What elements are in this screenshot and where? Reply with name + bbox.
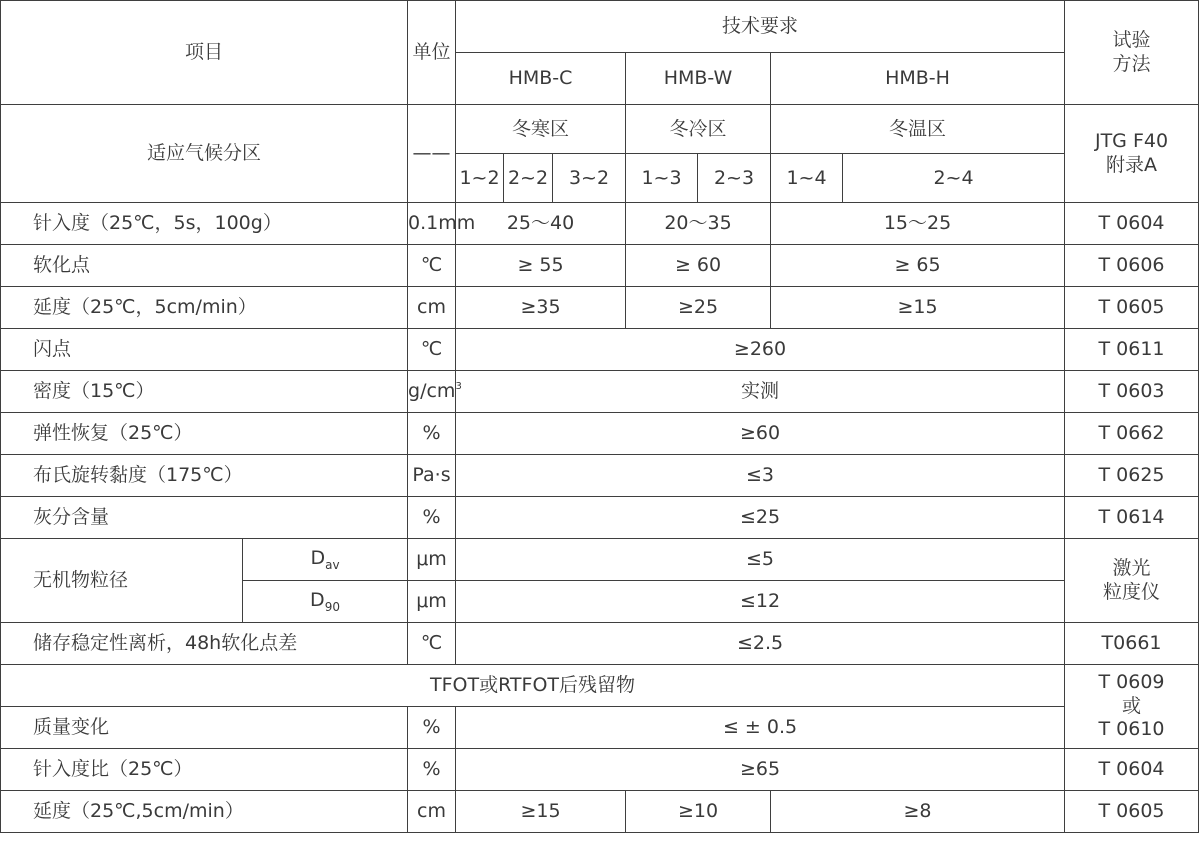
method-cell: T 0611 <box>1065 329 1199 371</box>
d90-base: D <box>310 588 325 611</box>
value-hmb-h: ≥8 <box>771 791 1065 833</box>
header-method-line2: 方法 <box>1112 52 1151 75</box>
unit-cell: μm <box>408 581 456 623</box>
item-name: 布氏旋转黏度（175℃） <box>1 455 408 497</box>
value-hmb-c: ≥15 <box>456 791 626 833</box>
unit-cell: μm <box>408 539 456 581</box>
method-cell: T 0605 <box>1065 791 1199 833</box>
unit-cell: ℃ <box>408 623 456 665</box>
header-item: 项目 <box>1 1 408 105</box>
subzone-cell: 2~2 <box>504 154 553 203</box>
method-cell: T 0606 <box>1065 245 1199 287</box>
value-all: ≥65 <box>456 749 1065 791</box>
unit-cell: cm <box>408 791 456 833</box>
subzone-cell: 3~2 <box>553 154 626 203</box>
method-cell: T 0625 <box>1065 455 1199 497</box>
value-hmb-w: 20～35 <box>626 203 771 245</box>
unit-cell: % <box>408 497 456 539</box>
grade-hmb-c: HMB-C <box>456 53 626 105</box>
value-hmb-c: ≥35 <box>456 287 626 329</box>
particle-d90-label <box>243 581 408 623</box>
value-hmb-w: ≥ 60 <box>626 245 771 287</box>
climate-method <box>1065 105 1199 203</box>
method-cell: T 0603 <box>1065 371 1199 413</box>
item-name: 无机物粒径 <box>1 539 243 623</box>
dav-subscript: av <box>325 557 340 572</box>
method-cell: T 0614 <box>1065 497 1199 539</box>
unit-cell: Pa·s <box>408 455 456 497</box>
header-row-1 <box>1 1 1199 53</box>
row-viscosity <box>1 455 1199 497</box>
item-name: 延度（25℃,5cm/min） <box>1 791 408 833</box>
value-hmb-c: ≥ 55 <box>456 245 626 287</box>
value-all: ≤25 <box>456 497 1065 539</box>
value-all: ≥60 <box>456 413 1065 455</box>
item-name: 闪点 <box>1 329 408 371</box>
header-method <box>1065 1 1199 105</box>
value-all: ≤2.5 <box>456 623 1065 665</box>
item-name: 密度（15℃） <box>1 371 408 413</box>
row-ductility <box>1 287 1199 329</box>
particle-method-line2: 粒度仪 <box>1103 580 1161 603</box>
header-unit: 单位 <box>408 1 456 105</box>
item-name: 储存稳定性离析，48h软化点差 <box>1 623 408 665</box>
subzone-cell: 1~3 <box>626 154 698 203</box>
row-pen-ratio <box>1 749 1199 791</box>
row-storage <box>1 623 1199 665</box>
climate-label: 适应气候分区 <box>1 105 408 203</box>
item-name: 灰分含量 <box>1 497 408 539</box>
value-all: 实测 <box>456 371 1065 413</box>
particle-dav-label <box>243 539 408 581</box>
climate-method-line1: JTG F40 <box>1094 129 1169 152</box>
item-name: 针入度比（25℃） <box>1 749 408 791</box>
zone-warm: 冬温区 <box>771 105 1065 154</box>
value-all: ≤12 <box>456 581 1065 623</box>
grade-hmb-h: HMB-H <box>771 53 1065 105</box>
header-method-line1: 试验 <box>1112 28 1151 51</box>
value-hmb-w: ≥10 <box>626 791 771 833</box>
method-cell: T 0605 <box>1065 287 1199 329</box>
row-flash <box>1 329 1199 371</box>
climate-row-1 <box>1 105 1199 154</box>
item-name: 针入度（25℃，5s，100g） <box>1 203 408 245</box>
value-hmb-w: ≥25 <box>626 287 771 329</box>
subzone-cell: 1~2 <box>456 154 504 203</box>
tfot-method-line3: T 0610 <box>1098 718 1165 741</box>
row-tfot-section <box>1 665 1199 707</box>
subzone-cell: 2~4 <box>843 154 1065 203</box>
unit-cell: % <box>408 749 456 791</box>
item-name: 延度（25℃，5cm/min） <box>1 287 408 329</box>
value-hmb-c: 25～40 <box>456 203 626 245</box>
tfot-method-line2: 或 <box>1122 694 1142 717</box>
row-tfot-ductility <box>1 791 1199 833</box>
unit-cell <box>408 371 462 413</box>
row-mass <box>1 707 1199 749</box>
dav-base: D <box>310 546 326 569</box>
climate-method-line2: 附录A <box>1106 153 1158 176</box>
subzone-cell: 2~3 <box>698 154 771 203</box>
tfot-method <box>1065 665 1199 749</box>
unit-superscript: 3 <box>455 381 462 393</box>
value-all: ≤5 <box>456 539 1065 581</box>
tfot-method-line1: T 0609 <box>1098 670 1165 693</box>
row-penetration <box>1 203 1199 245</box>
method-cell: T0661 <box>1065 623 1199 665</box>
row-softening <box>1 245 1199 287</box>
item-name: 软化点 <box>1 245 408 287</box>
particle-method <box>1065 539 1199 623</box>
unit-cell: cm <box>408 287 456 329</box>
particle-method-line1: 激光 <box>1112 556 1151 579</box>
value-all: ≤ ± 0.5 <box>456 707 1065 749</box>
unit-cell: 0.1mm <box>408 203 456 245</box>
row-particle-dav <box>1 539 1199 581</box>
row-density <box>1 371 1199 413</box>
zone-cold: 冬寒区 <box>456 105 626 154</box>
unit-cell: % <box>408 707 456 749</box>
value-hmb-h: ≥ 65 <box>771 245 1065 287</box>
value-hmb-h: 15～25 <box>771 203 1065 245</box>
value-all: ≤3 <box>456 455 1065 497</box>
item-name: 质量变化 <box>1 707 408 749</box>
value-hmb-h: ≥15 <box>771 287 1065 329</box>
grade-hmb-w: HMB-W <box>626 53 771 105</box>
row-ash <box>1 497 1199 539</box>
header-tech: 技术要求 <box>456 1 1065 53</box>
method-cell: T 0604 <box>1065 203 1199 245</box>
unit-cell: % <box>408 413 456 455</box>
method-cell: T 0604 <box>1065 749 1199 791</box>
value-all: ≥260 <box>456 329 1065 371</box>
method-cell: T 0662 <box>1065 413 1199 455</box>
climate-unit: —— <box>408 105 456 203</box>
tfot-section-title: TFOT或RTFOT后残留物 <box>1 665 1065 707</box>
unit-base: g/cm <box>408 380 456 403</box>
item-name: 弹性恢复（25℃） <box>1 413 408 455</box>
d90-subscript: 90 <box>324 599 340 614</box>
unit-cell: ℃ <box>408 329 456 371</box>
subzone-cell: 1~4 <box>771 154 843 203</box>
row-elastic <box>1 413 1199 455</box>
zone-cool: 冬冷区 <box>626 105 771 154</box>
unit-cell: ℃ <box>408 245 456 287</box>
